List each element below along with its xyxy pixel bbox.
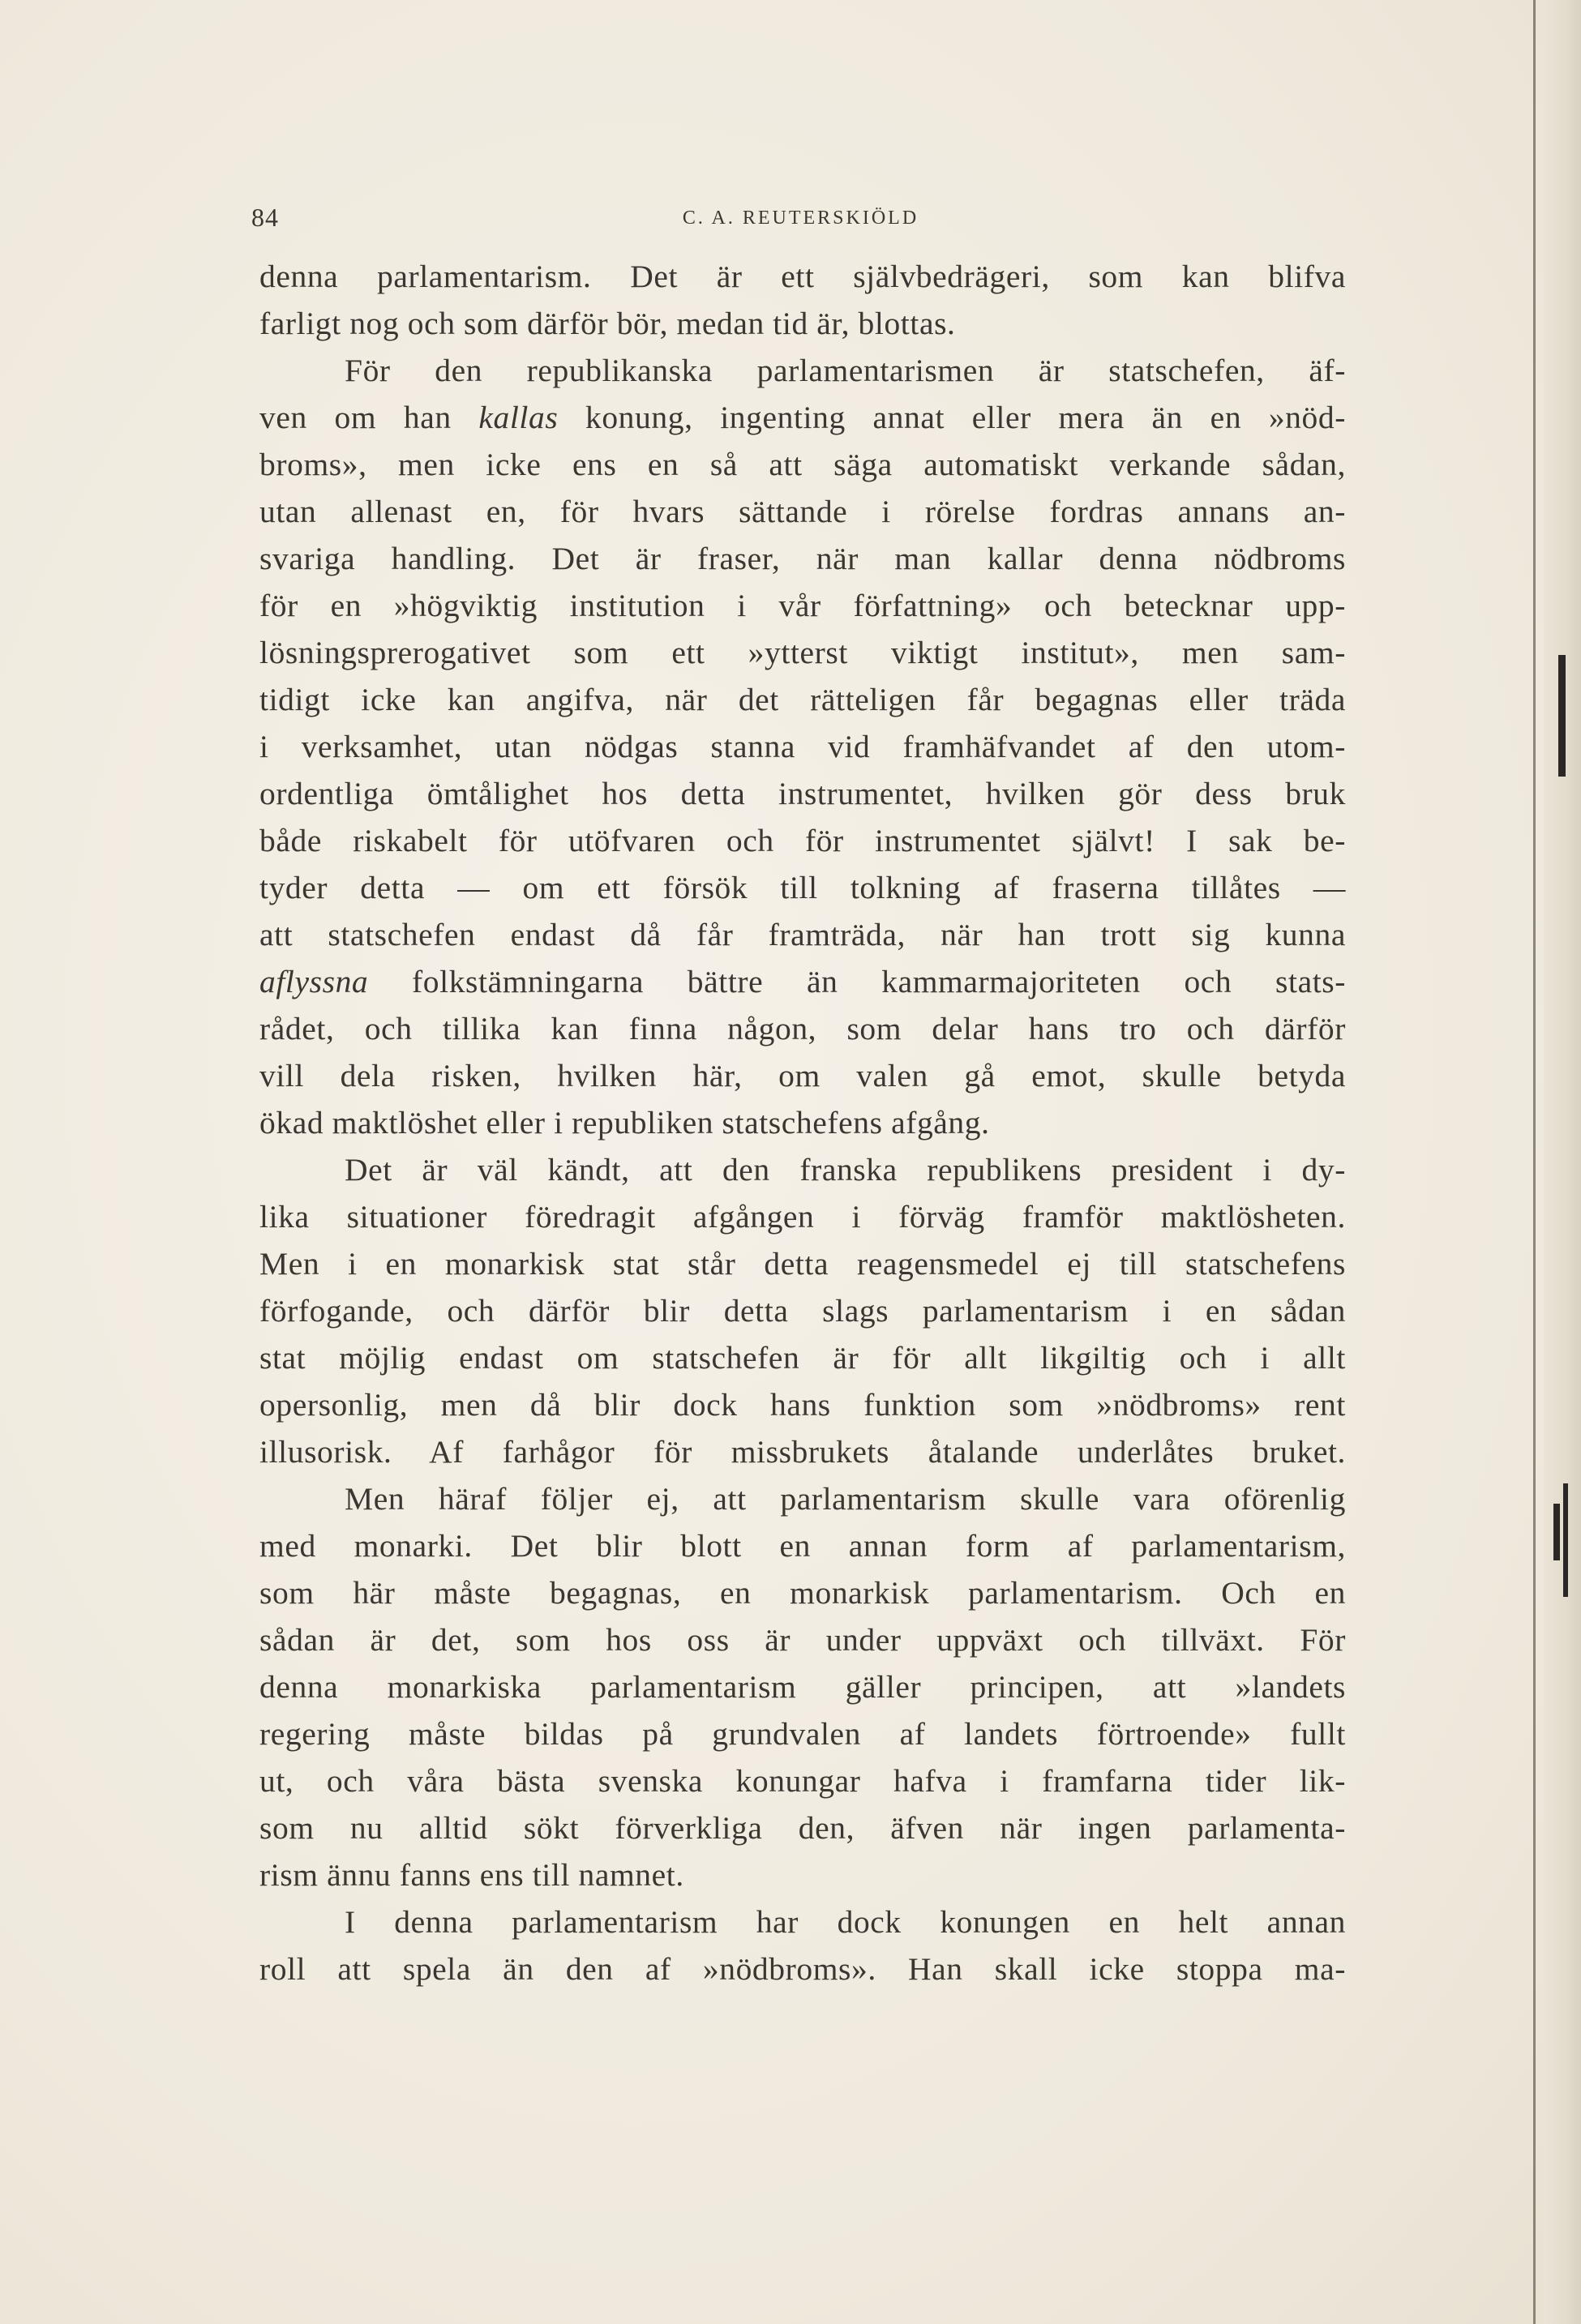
text-line: som nu alltid sökt förverkliga den, äfven när ingen parlamenta- — [259, 1810, 1346, 1846]
text-line: rådet, och tillika kan finna någon, som delar hans tro och därför — [259, 1011, 1346, 1046]
text-line: som här måste begagnas, en monarkisk parlamentarism. Och en — [259, 1575, 1346, 1611]
text-line: förfogande, och därför blir detta slags parlamentarism i en sådan — [259, 1293, 1346, 1329]
emphasis-text: kallas — [478, 400, 559, 435]
text-line: ordentliga ömtålighet hos detta instrumentet, hvilken gör dess bruk — [259, 776, 1346, 811]
text-line: farligt nog och som därför bör, medan tid är, blottas. — [259, 306, 956, 341]
text-line: tidigt icke kan angifva, när det rätteligen får begagnas eller träda — [259, 682, 1346, 717]
text-line: broms», men icke ens en så att säga automatiskt verkande sådan, — [259, 447, 1346, 482]
text-line: rism ännu fanns ens till namnet. — [259, 1857, 684, 1893]
text-line: lösningsprerogativet som ett »ytterst viktigt institut», men sam- — [259, 635, 1346, 670]
scan-mark — [1563, 1483, 1568, 1597]
text-line: att statschefen endast då får framträda, när han trott sig kunna — [259, 917, 1346, 952]
page-edge-shadow — [1544, 0, 1581, 2324]
text-line: Men i en monarkisk stat står detta reagensmedel ej till statschefens — [259, 1246, 1346, 1282]
text-line: ökad maktlöshet eller i republiken statschefens afgång. — [259, 1105, 990, 1141]
emphasis-text: aflyssna — [259, 964, 369, 999]
text-line — [259, 958, 1346, 1005]
text-segment: folkstämningarna bättre än kammarmajoriteten och stats- — [368, 964, 1346, 999]
text-line: regering måste bildas på grundvalen af landets förtroende» fullt — [259, 1716, 1346, 1752]
scan-mark — [1553, 1504, 1560, 1560]
text-line: vill dela risken, hvilken här, om valen gå emot, skulle betyda — [259, 1058, 1346, 1094]
text-segment: konung, ingenting annat eller mera än en »nöd- — [558, 400, 1346, 435]
body-text — [259, 253, 1346, 1992]
text-line: roll att spela än den af »nödbroms». Han skall icke stoppa ma- — [259, 1951, 1346, 1987]
scan-mark — [1558, 655, 1566, 777]
text-line: både riskabelt för utöfvaren och för instrumentet självt! I sak be- — [259, 823, 1346, 858]
page-edge-line — [1533, 0, 1536, 2324]
text-line: svariga handling. Det är fraser, när man kallar denna nödbroms — [259, 541, 1346, 576]
text-segment: ven om han — [259, 400, 479, 435]
text-line: I denna parlamentarism har dock konungen en helt annan — [345, 1904, 1346, 1940]
text-line: illusorisk. Af farhågor för missbrukets åtalande underlåtes bruket. — [259, 1434, 1346, 1470]
text-line — [259, 394, 1346, 441]
text-line: För den republikanska parlamentarismen är statschefen, äf- — [345, 353, 1346, 388]
text-line: denna parlamentarism. Det är ett självbedrägeri, som kan blifva — [259, 259, 1346, 294]
text-line: för en »högviktig institution i vår författning» och betecknar upp- — [259, 588, 1346, 623]
text-line: opersonlig, men då blir dock hans funktion som »nödbroms» rent — [259, 1387, 1346, 1423]
page-header — [251, 203, 1350, 235]
text-line: denna monarkiska parlamentarism gäller principen, att »landets — [259, 1669, 1346, 1705]
text-line: stat möjlig endast om statschefen är för allt likgiltig och i allt — [259, 1340, 1346, 1376]
text-line: utan allenast en, för hvars sättande i rörelse fordras annans an- — [259, 494, 1346, 529]
page-number: 84 — [251, 203, 279, 232]
text-line: med monarki. Det blir blott en annan form af parlamentarism, — [259, 1528, 1346, 1564]
text-line: Det är väl kändt, att den franska republikens president i dy- — [345, 1152, 1346, 1188]
text-line: lika situationer föredragit afgången i förväg framför maktlösheten. — [259, 1199, 1346, 1235]
text-line: tyder detta — om ett försök till tolkning af fraserna tillåtes — — [259, 870, 1346, 905]
running-head: C. A. REUTERSKIÖLD — [682, 208, 919, 229]
text-line: sådan är det, som hos oss är under uppväxt och tillväxt. För — [259, 1622, 1346, 1658]
text-line: Men häraf följer ej, att parlamentarism skulle vara oförenlig — [345, 1481, 1346, 1517]
text-line: i verksamhet, utan nödgas stanna vid framhäfvandet af den utom- — [259, 729, 1346, 764]
text-line: ut, och våra bästa svenska konungar hafva i framfarna tider lik- — [259, 1763, 1346, 1799]
